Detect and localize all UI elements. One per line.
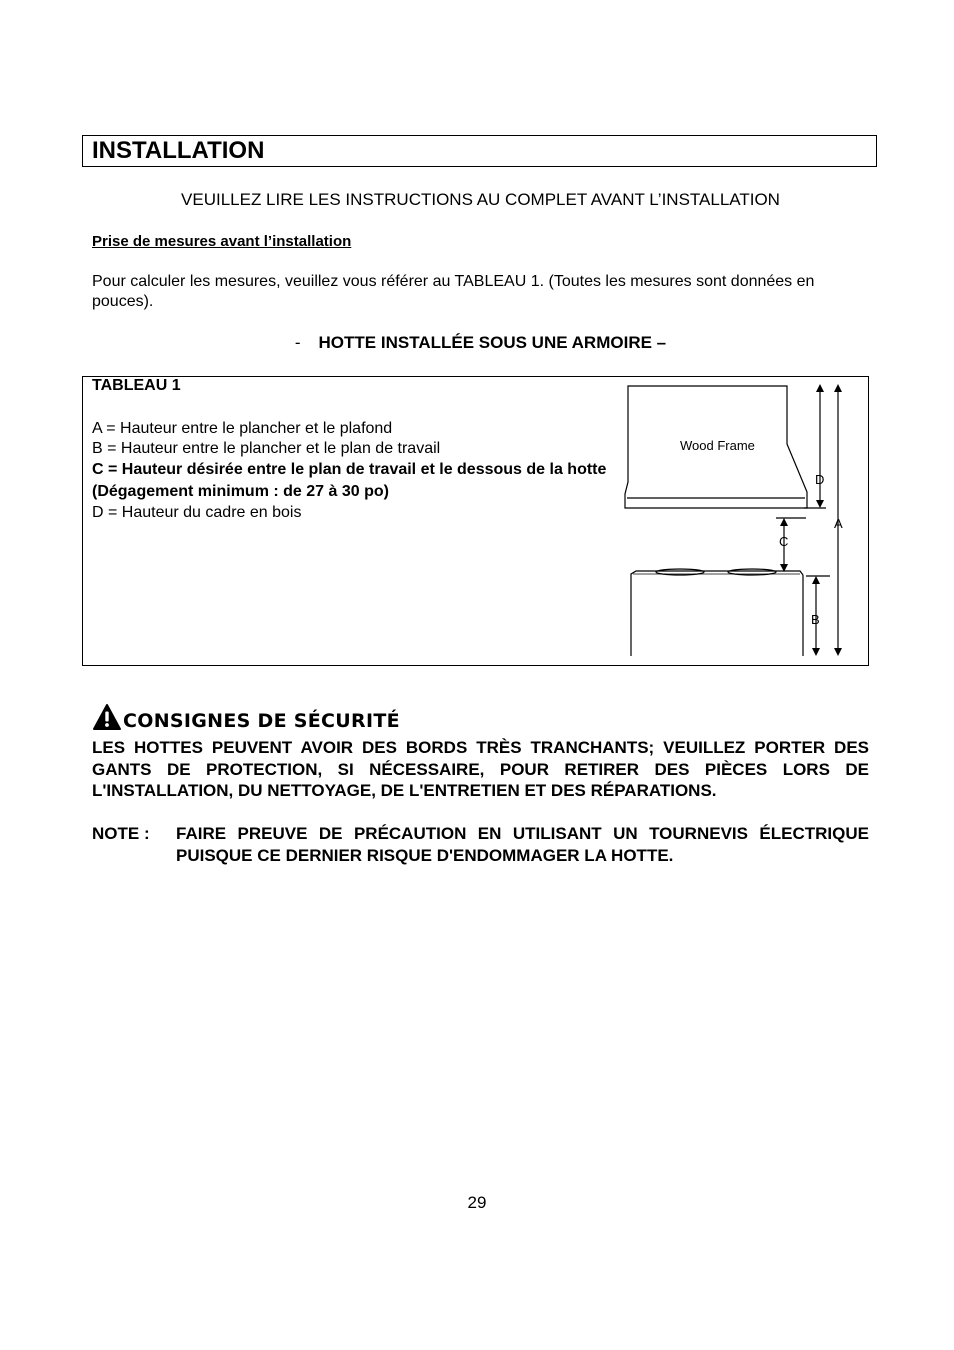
definition-b: B = Hauteur entre le plancher et le plan de travail xyxy=(92,440,441,457)
label-b: B xyxy=(811,612,820,627)
warning-triangle-icon xyxy=(92,703,122,731)
note-label: NOTE : xyxy=(92,824,150,843)
definition-c: C = Hauteur désirée entre le plan de travail et le dessous de la hotte (Dégagement minimum : de 27 à 30 po) xyxy=(92,461,607,500)
intro-notice: VEUILLEZ LIRE LES INSTRUCTIONS AU COMPLET AVANT L’INSTALLATION xyxy=(181,190,780,209)
range-hood-diagram xyxy=(600,378,868,664)
definition-d: D = Hauteur du cadre en bois xyxy=(92,504,302,521)
label-c: C xyxy=(779,534,789,549)
page-number: 29 xyxy=(467,1193,487,1212)
table-1-definitions xyxy=(92,419,612,523)
label-a: A xyxy=(834,516,843,531)
measurement-subheading: Prise de mesures avant l’installation xyxy=(92,233,352,250)
section-title: INSTALLATION xyxy=(92,137,265,164)
countertop-outline xyxy=(631,571,803,656)
label-d: D xyxy=(815,472,825,487)
wood-frame-label: Wood Frame xyxy=(680,438,755,453)
note-text: FAIRE PREUVE DE PRÉCAUTION EN UTILISANT UN TOURNEVIS ÉLECTRIQUE PUISQUE CE DERNIER RISQUE D'ENDOMMAGER LA HOTTE. xyxy=(176,824,869,865)
safety-heading-text: CONSIGNES DE SÉCURITÉ xyxy=(123,710,400,732)
section-title-box xyxy=(82,135,877,167)
definition-a: A = Hauteur entre le plancher et le plafond xyxy=(92,420,393,437)
safety-warning-text: LES HOTTES PEUVENT AVOIR DES BORDS TRÈS TRANCHANTS; VEUILLEZ PORTER DES GANTS DE PROTECTION, SI NÉCESSAIRE, POUR RETIRER DES PIÈCES LORS DE L'INSTALLATION, DU NETTOYAGE, DE L'ENTRETIEN ET DES RÉPARATIONS. xyxy=(92,738,869,800)
heading-dash: - xyxy=(294,333,301,352)
measurement-paragraph: Pour calculer les mesures, veuillez vous référer au TABLEAU 1. (Toutes les mesures sont données en pouces). xyxy=(92,273,815,310)
table-1-title: TABLEAU 1 xyxy=(92,377,181,394)
under-cabinet-heading xyxy=(92,333,869,353)
under-cabinet-label: HOTTE INSTALLÉE SOUS UNE ARMOIRE – xyxy=(318,333,667,352)
